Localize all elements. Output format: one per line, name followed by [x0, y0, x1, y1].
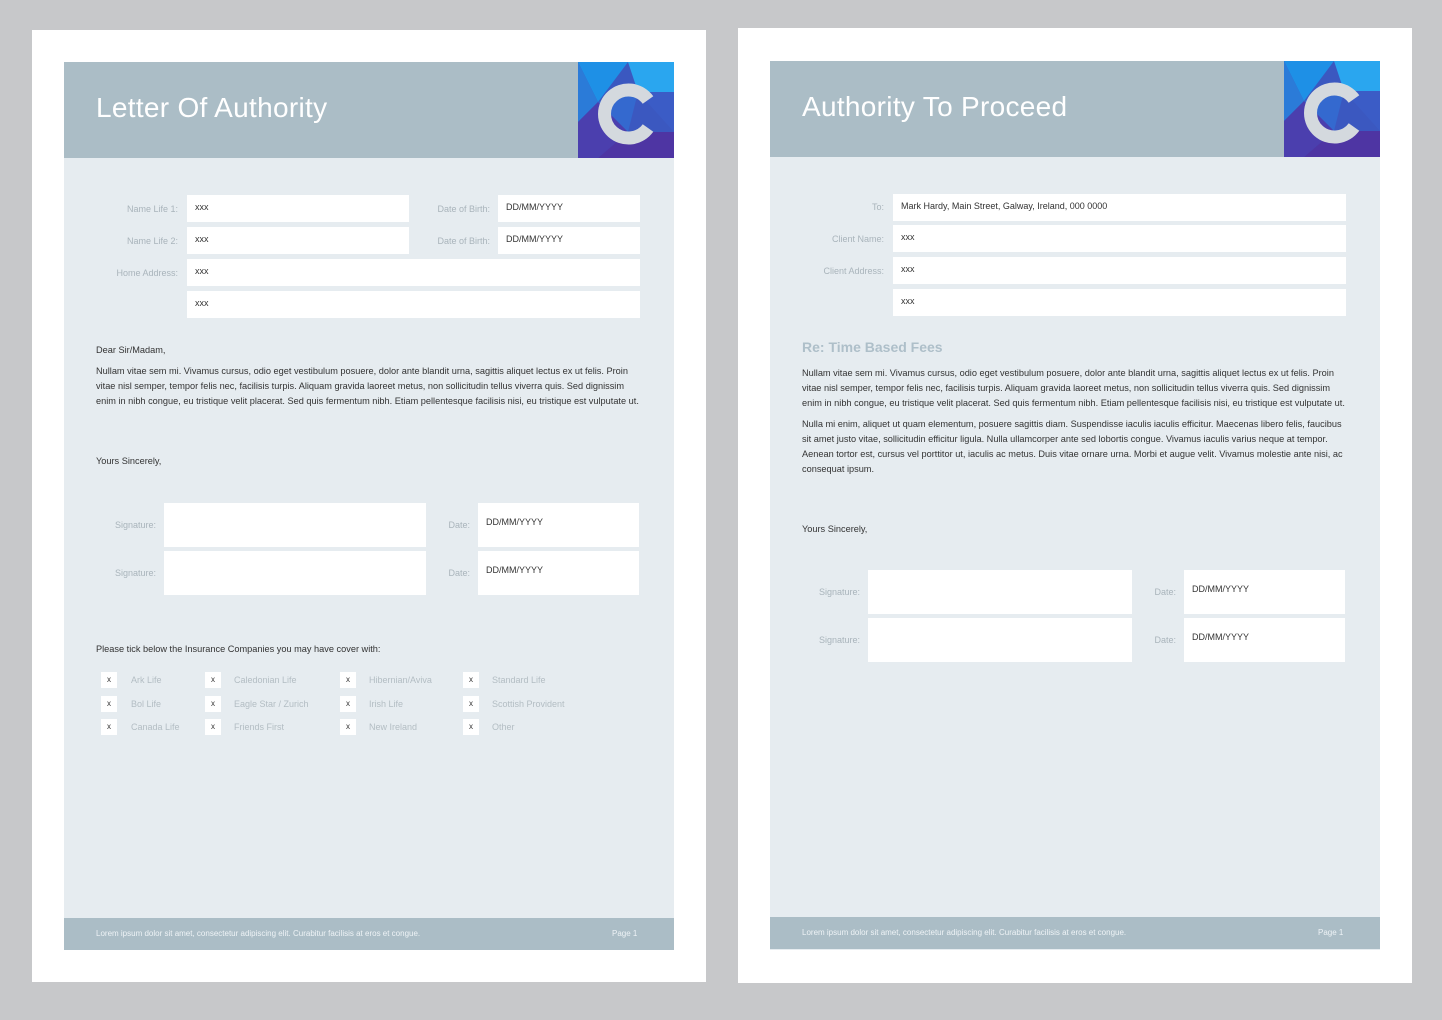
date-2-field[interactable]: DD/MM/YYYY [1184, 618, 1345, 662]
date-1-field[interactable]: DD/MM/YYYY [478, 503, 639, 547]
footer-page-number: Page 1 [1318, 928, 1344, 937]
checkbox-label-bol-life: Bol Life [131, 699, 162, 709]
checkbox-label-new-ireland: New Ireland [369, 722, 418, 732]
home-address-line-1-field[interactable]: xxx [187, 259, 640, 286]
checkbox-caledonian-life[interactable]: x [205, 672, 221, 688]
right-page-sheet [738, 28, 1412, 983]
body-paragraph-1: Nullam vitae sem mi. Vivamus cursus, odio eget vestibulum posuere, dolor ante blandit urna, sagittis aliquet lectus ex ut felis. Proin vitae nisl semper, tempor felis nec, facilisis turpis. Aliquam gravida laoreet metus, non sollicitudin tellus viverra quis. Sed dignissim enim in nibh congue, eu tristique velit placerat. Sed quis fermentum nibh. Etiam pellentesque facilisis nisi, eu tristique est vulputate ut. [802, 368, 1345, 408]
client-address-line-2-field[interactable]: xxx [893, 289, 1346, 316]
signature-2-label: Signature: [114, 568, 156, 578]
footer-text: Lorem ipsum dolor sit amet, consectetur adipiscing elit. Curabitur facilisis at eros et congue. [96, 929, 421, 938]
date-2-label: Date: [448, 568, 470, 578]
checkbox-standard-life[interactable]: x [463, 672, 479, 688]
letter-signoff: Yours Sincerely, [802, 524, 868, 534]
letter-body [802, 366, 1348, 483]
checkbox-hibernian-aviva[interactable]: x [340, 672, 356, 688]
checkbox-new-ireland[interactable]: x [340, 719, 356, 735]
checkbox-label-standard-life: Standard Life [492, 675, 546, 685]
date-1-label: Date: [1154, 587, 1176, 597]
checkbox-label-ark-life: Ark Life [131, 675, 162, 685]
name-life-2-label: Name Life 2: [126, 236, 178, 246]
checkbox-irish-life[interactable]: x [340, 696, 356, 712]
date-of-birth-1-label: Date of Birth: [437, 204, 490, 214]
document-footer [64, 918, 674, 950]
footer-page-number: Page 1 [612, 929, 638, 938]
signature-1-label: Signature: [114, 520, 156, 530]
company-logo-icon [1284, 61, 1380, 157]
letter-signoff: Yours Sincerely, [96, 456, 162, 466]
checkbox-scottish-provident[interactable]: x [463, 696, 479, 712]
company-logo-icon [578, 62, 674, 158]
checkbox-label-other: Other [492, 722, 515, 732]
client-address-label: Client Address: [823, 266, 884, 276]
client-name-label: Client Name: [831, 234, 884, 244]
name-life-2-field[interactable]: xxx [187, 227, 409, 254]
signature-1-box[interactable] [164, 503, 426, 547]
checkbox-friends-first[interactable]: x [205, 719, 221, 735]
home-address-label: Home Address: [116, 268, 178, 278]
document-footer [770, 917, 1380, 949]
checkbox-label-friends-first: Friends First [234, 722, 285, 732]
checkbox-ark-life[interactable]: x [101, 672, 117, 688]
signature-1-box[interactable] [868, 570, 1132, 614]
document-header [770, 61, 1284, 157]
letter-body: Nullam vitae sem mi. Vivamus cursus, odio eget vestibulum posuere, dolor ante blandit urna, sagittis aliquet lectus ex ut felis. Proin vitae nisl semper, tempor felis nec, facilisis turpis. Aliquam gravida laoreet metus, non sollicitudin tellus viverra quis. Sed dignissim enim in nibh congue, eu tristique velit placerat. Sed quis fermentum nibh. Etiam pellentesque facilisis nisi, eu tristique est vulputate ut. [96, 366, 639, 406]
letter-greeting: Dear Sir/Madam, [96, 345, 166, 355]
date-1-label: Date: [448, 520, 470, 530]
date-of-birth-2-field[interactable]: DD/MM/YYYY [498, 227, 640, 254]
checkbox-label-hibernian-aviva: Hibernian/Aviva [369, 675, 432, 685]
left-page-sheet [32, 30, 706, 982]
checkbox-label-caledonian-life: Caledonian Life [234, 675, 297, 685]
authority-to-proceed-document [770, 61, 1380, 950]
checkbox-canada-life[interactable]: x [101, 719, 117, 735]
section-heading: Re: Time Based Fees [802, 339, 943, 355]
insurance-prompt: Please tick below the Insurance Companies you may have cover with: [96, 644, 381, 654]
name-life-1-field[interactable]: xxx [187, 195, 409, 222]
checkbox-eagle-star-zurich[interactable]: x [205, 696, 221, 712]
document-header [64, 62, 578, 158]
name-life-1-label: Name Life 1: [126, 204, 178, 214]
document-title: Authority To Proceed [802, 91, 1068, 122]
home-address-line-2-field[interactable]: xxx [187, 291, 640, 318]
checkbox-other[interactable]: x [463, 719, 479, 735]
signature-1-label: Signature: [818, 587, 860, 597]
letter-of-authority-document [64, 62, 674, 950]
signature-2-box[interactable] [164, 551, 426, 595]
footer-text: Lorem ipsum dolor sit amet, consectetur adipiscing elit. Curabitur facilisis at eros et congue. [802, 928, 1127, 937]
checkbox-bol-life[interactable]: x [101, 696, 117, 712]
client-address-line-1-field[interactable]: xxx [893, 257, 1346, 284]
to-field[interactable]: Mark Hardy, Main Street, Galway, Ireland, 000 0000 [893, 194, 1346, 221]
date-of-birth-2-label: Date of Birth: [437, 236, 490, 246]
date-of-birth-1-field[interactable]: DD/MM/YYYY [498, 195, 640, 222]
checkbox-label-canada-life: Canada Life [131, 722, 180, 732]
to-label: To: [871, 202, 884, 212]
signature-2-label: Signature: [818, 635, 860, 645]
checkbox-label-eagle-star-zurich: Eagle Star / Zurich [234, 699, 309, 709]
date-1-field[interactable]: DD/MM/YYYY [1184, 570, 1345, 614]
date-2-label: Date: [1154, 635, 1176, 645]
checkbox-label-scottish-provident: Scottish Provident [492, 699, 565, 709]
document-title: Letter Of Authority [96, 92, 328, 123]
date-2-field[interactable]: DD/MM/YYYY [478, 551, 639, 595]
checkbox-label-irish-life: Irish Life [369, 699, 404, 709]
body-paragraph-2: Nulla mi enim, aliquet ut quam elementum, posuere sagittis diam. Suspendisse iaculis iaculis efficitur. Maecenas libero felis, faucibus sit amet justo vitae, sollicitudin efficitur ligula. Nulla ullamcorper ante sed lobortis congue. Vivamus iaculis varius neque at tempor. Aenean tortor est, cursus vel porttitor ut, iaculis ac metus. Duis vitae ornare urna. Morbi et augue velit. Vivamus molestie ante nisi, ac consequat ipsum. [802, 419, 1343, 474]
signature-2-box[interactable] [868, 618, 1132, 662]
client-name-field[interactable]: xxx [893, 225, 1346, 252]
